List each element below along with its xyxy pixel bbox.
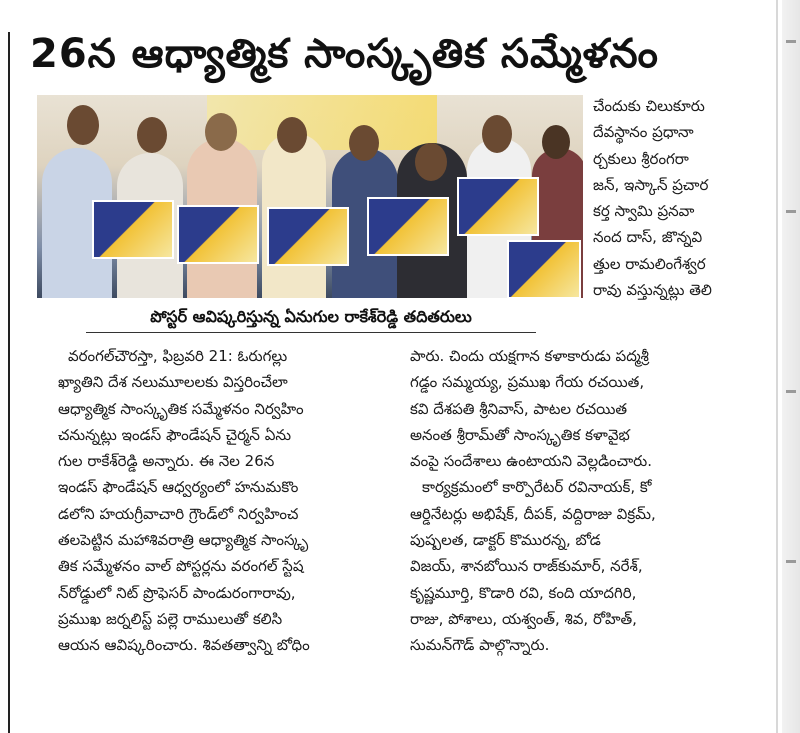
text-line: త్తుల రామలింగేశ్వర [593,254,706,273]
edge-mark [786,210,796,213]
text-line: విజయ్‌, శానబోయిన రాజ్‌కుమార్‌, నరేశ్‌, [410,557,643,576]
right-text-column [410,343,765,659]
text-line: ఖ్యాతిని దేశ నలుమూలలకు విస్తరించేలా [58,373,288,392]
text-line: అనంత శ్రీరామ్‌తో సాంస్కృతిక కళావైభ [410,425,630,444]
text-line: డలోని హయగ్రీవాచారి గ్రౌండ్‌లో నిర్వహించ [58,504,299,523]
photo-person-head [277,117,307,153]
photo-caption: పోస్టర్‌ ఆవిష్కరిస్తున్న ఏనుగుల రాకేశ్‌రెడ్డి తదితరులు [86,302,536,333]
edge-mark [786,560,796,563]
held-poster [457,177,539,236]
edge-mark [786,390,796,393]
column-rule-left [8,32,10,733]
text-line: చేందుకు చిలుకూరు [593,97,705,115]
text-line: వంపై సందేశాలు ఉంటాయని వెల్లడించారు. [410,452,652,471]
left-text-column [58,343,396,659]
text-line: ప్రముఖ జర్నలిస్ట్‌ పల్లె రాములుతో కలిసి [58,609,283,628]
text-line: రాజు, పోశాలు, యశ్వంత్‌, శివ, రోహిత్‌, [410,609,637,628]
text-line: ఆధ్యాత్మిక సాంస్కృతిక సమ్మేళనం నిర్వహిం [58,399,304,418]
held-poster [367,197,449,256]
photo-backdrop-banner [207,95,437,150]
text-line: తిక సమ్మేళనం వాల్‌ పోస్టర్లను వరంగల్‌ స్టేష [58,557,304,576]
text-line: కర్త స్వామి ప్రనవా [593,202,695,221]
text-line: జన్‌, ఇస్కాన్‌ ప్రచార [593,175,709,194]
text-line: కార్యక్రమంలో కార్పొరేటర్‌ రవినాయక్‌, కో [422,478,652,497]
article-photo [37,95,583,298]
text-line: పారు. చిందు యక్షగాన కళాకారుడు పద్మశ్రీ [410,347,649,365]
text-line: కవి దేశపతి శ్రీనివాస్‌, పాటల రచయిత [410,399,628,418]
held-poster [92,200,174,259]
text-line: సుమన్‌గౌడ్‌ పాల్గొన్నారు. [410,636,550,655]
photo-person-head [349,125,379,161]
photo-person-head [415,143,447,181]
text-line: చనున్నట్లు ఇండస్‌ ఫౌండేషన్‌ చైర్మన్‌ ఏను [58,425,292,444]
photo-person-head [542,125,570,159]
photo-person-head [482,115,512,153]
photo-person-head [205,113,237,151]
text-line: తలపెట్టిన మహాశివరాత్రి ఆధ్యాత్మిక సాంస్కృ [58,531,309,550]
text-line: నంద దాస్‌, జొన్నవి [593,228,703,247]
edge-mark [786,40,796,43]
text-line: దేవస్థానం ప్రధానా [593,123,694,142]
photo-person-head [67,105,99,145]
text-line: రావు వస్తున్నట్లు తెలి [593,281,712,300]
column-rule-right [776,0,778,733]
text-line: ఆయన ఆవిష్కరించారు. శివతత్వాన్ని బోధిం [58,636,310,655]
text-line: ఇండస్‌ ఫౌండేషన్‌ ఆధ్వర్యంలో హనుమకొం [58,478,299,497]
text-line: పుష్పలత, డాక్టర్‌ కొమురన్న, బోడ [410,531,601,550]
held-poster [267,207,349,266]
text-line: గుల రాకేశ్‌రెడ్డి అన్నారు. ఈ నెల 26న [58,452,275,471]
text-line: కృష్ణమూర్తి, కొడారి రవి, కంది యాదగిరి, [410,583,637,602]
text-line: ర్చకులు శ్రీరంగరా [593,149,689,168]
text-line: న్‌రోడ్డులో నిట్‌ ప్రొఫెసర్‌ పాండురంగారావు, [58,583,296,602]
held-poster [177,205,259,264]
held-poster [507,240,581,298]
photo-person-head [137,117,167,153]
side-text-column [593,93,755,303]
text-line: గడ్డం సమ్మయ్య, ప్రముఖ గేయ రచయిత, [410,373,645,392]
text-line: ఆర్డినేటర్లు అభిషేక్‌, దీపక్‌, వద్దిరాజు విక్రమ్‌, [410,504,656,523]
article-headline: 26న ఆధ్యాత్మిక సాంస్కృతిక సమ్మేళనం [30,31,659,77]
text-line: వరంగల్‌చౌరస్తా, ఫిబ్రవరి 21: ఓరుగల్లు [68,347,288,365]
page-edge-strip [782,0,800,733]
